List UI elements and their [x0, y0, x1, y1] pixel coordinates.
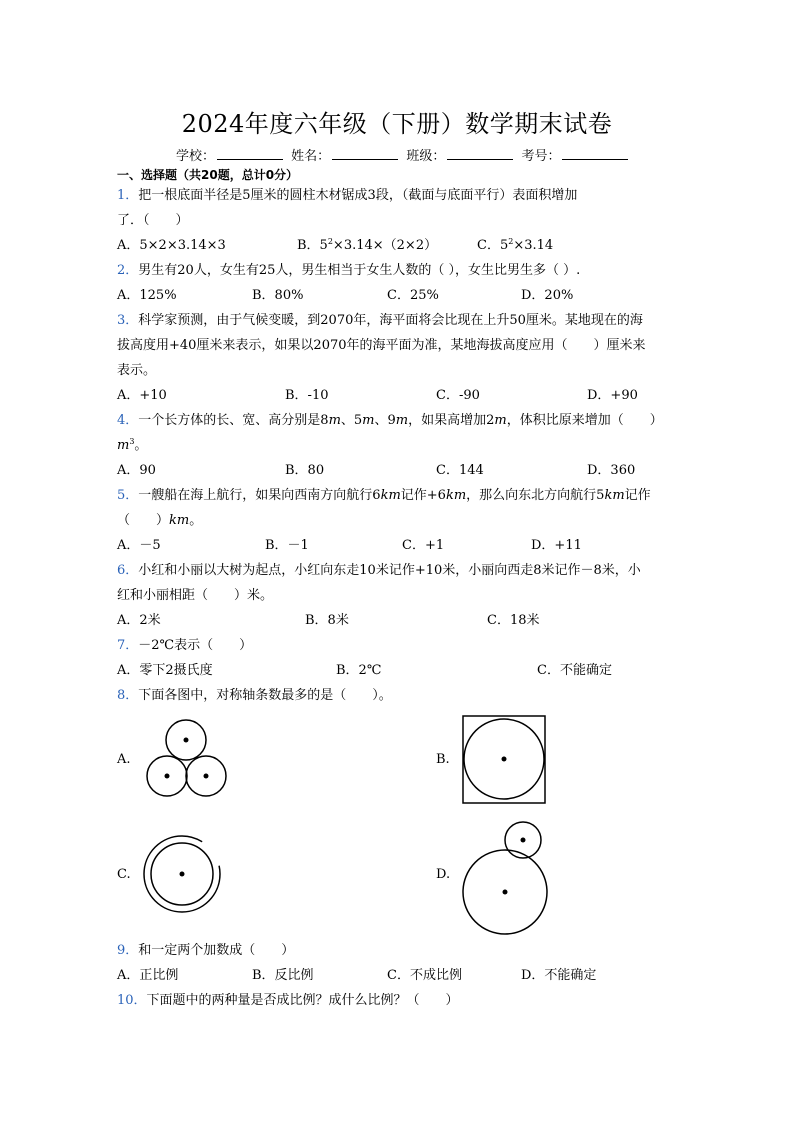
question-text: 一艘船在海上航行，如果向西南方向航行6 [138, 488, 381, 503]
option-c[interactable]: C．不能确定 [537, 663, 612, 678]
question-1 [117, 186, 577, 206]
question-number: 4． [117, 413, 139, 428]
option-a[interactable]: A．90 [117, 463, 156, 478]
option-b-label[interactable]: B. [436, 752, 450, 767]
answer-blank: （ ） [117, 513, 170, 528]
question-3-cont: 拔高度用+40厘米来表示，如果以2070年的海平面为准，某地海拔高度应用（ ）厘米来 [117, 338, 646, 353]
school-label: 学校： [176, 149, 216, 164]
center-dot [165, 774, 170, 779]
option-b[interactable]: B．80 [285, 463, 325, 478]
option-a[interactable]: A．+10 [117, 388, 167, 403]
option-c-lead: C．5 [477, 238, 509, 253]
question-5: 5．一艘船在海上航行，如果向西南方向航行6km记作+6km，那么向东北方向航行5km记作 [117, 488, 651, 503]
option-c[interactable]: C．18米 [487, 613, 540, 628]
question-number: 9． [117, 943, 139, 958]
question-number: 3． [117, 313, 139, 328]
question-number: 8． [117, 688, 139, 703]
option-b[interactable]: B．8米 [305, 613, 349, 628]
question-4: 4．一个长方体的长、宽、高分别是8m、5m、9m，如果高增加2m，体积比原来增加（ ） [117, 413, 663, 428]
name-label: 姓名： [291, 149, 331, 164]
option-c[interactable]: C．不成比例 [387, 968, 462, 983]
question-6-cont: 红和小丽相距（ ）米。 [117, 588, 274, 603]
option-a-three-circles-figure[interactable] [140, 715, 240, 805]
question-text: 男生有20人，女生有25人，男生相当于女生人数的（ ），女生比男生多（ ）. [138, 263, 581, 278]
option-d-tangent-circles-figure[interactable] [460, 818, 560, 940]
exam-no-blank[interactable] [562, 146, 628, 160]
question-number: 5． [117, 488, 139, 503]
option-c[interactable]: C．144 [436, 463, 484, 478]
center-dot [204, 774, 209, 779]
question-7 [117, 636, 252, 656]
question-text: 一个长方体的长、宽、高分别是8 [138, 413, 329, 428]
question-6 [117, 561, 641, 581]
class-label: 班级： [406, 149, 446, 164]
center-dot [503, 890, 508, 895]
question-text: 下面各图中，对称轴条数最多的是（ ）。 [138, 688, 392, 703]
question-5-cont: （ ）km。 [117, 513, 203, 528]
option-c-concentric-circles-figure[interactable] [140, 830, 230, 920]
option-a[interactable]: A．－5 [117, 538, 161, 553]
option-d[interactable]: D．+90 [587, 388, 638, 403]
question-8 [117, 686, 392, 706]
center-dot [521, 838, 526, 843]
option-a[interactable]: A．零下2摄氏度 [117, 663, 213, 678]
option-a[interactable]: A．正比例 [117, 968, 179, 983]
option-d[interactable]: D．360 [587, 463, 636, 478]
option-a[interactable]: A．125% [117, 288, 177, 303]
question-4-cont: $m^3$。 [117, 437, 148, 453]
question-9 [117, 941, 294, 961]
option-b[interactable]: B．-10 [285, 388, 329, 403]
question-text: 把一根底面半径是5厘米的圆柱木材锯成3段，（截面与底面平行）表面积增加 [138, 188, 578, 203]
unit-exponent: 3 [129, 437, 135, 446]
question-text: 科学家预测，由于气候变暖，到2070年，海平面将会比现在上升50厘米。某地现在的海 [138, 313, 643, 328]
option-b-circle-in-square-figure[interactable] [460, 712, 550, 807]
option-c-label[interactable]: C. [117, 867, 131, 882]
option-d[interactable]: D．+11 [531, 538, 582, 553]
option-c[interactable]: C．25% [387, 288, 439, 303]
option-a[interactable]: A．5×2×3.14×3 [117, 238, 226, 253]
option-b[interactable]: B．80% [252, 288, 304, 303]
question-number: 10． [117, 993, 147, 1008]
question-1-cont: 了．（ ） [117, 213, 189, 228]
center-dot [180, 872, 185, 877]
option-a-label[interactable]: A. [117, 752, 131, 767]
option-c[interactable]: C．+1 [402, 538, 445, 553]
name-blank[interactable] [332, 146, 398, 160]
question-text: 下面题中的两种量是否成比例？成什么比例？（ ） [146, 993, 459, 1008]
section-heading: 一、选择题（共20题，总计0分） [117, 168, 299, 182]
option-b[interactable]: B．反比例 [252, 968, 314, 983]
question-10 [117, 991, 459, 1011]
option-d-label[interactable]: D. [436, 867, 451, 882]
question-text: －2℃表示（ ） [138, 638, 253, 653]
option-d[interactable]: D．不能确定 [521, 968, 597, 983]
question-2 [117, 261, 580, 281]
exam-no-label: 考号： [521, 149, 561, 164]
question-3-cont2: 表示。 [117, 363, 157, 378]
option-b[interactable]: B．－1 [265, 538, 309, 553]
question-text: 小红和小丽以大树为起点，小红向东走10米记作+10米，小丽向西走8米记作－8米，小 [138, 563, 641, 578]
question-number: 1． [117, 188, 139, 203]
option-c[interactable]: C．$5^2\times 3.14$ [477, 237, 554, 253]
option-b[interactable]: B．2℃ [336, 663, 382, 678]
question-number: 7． [117, 638, 139, 653]
school-blank[interactable] [217, 146, 283, 160]
option-d[interactable]: D．20% [521, 288, 574, 303]
question-text: 和一定两个加数成（ ） [138, 943, 295, 958]
question-number: 2． [117, 263, 139, 278]
option-b[interactable]: B．$5^2\times 3.14\times(2\times 2)$ [297, 237, 438, 253]
option-a[interactable]: A．2米 [117, 613, 161, 628]
center-dot [502, 757, 507, 762]
center-dot [184, 738, 189, 743]
student-info-row [176, 146, 632, 167]
exam-title: 2024年度六年级（下册）数学期末试卷 [181, 110, 613, 138]
option-b-lead: B．5 [297, 238, 328, 253]
class-blank[interactable] [447, 146, 513, 160]
option-c[interactable]: C．-90 [436, 388, 480, 403]
question-3 [117, 311, 643, 331]
question-number: 6． [117, 563, 139, 578]
